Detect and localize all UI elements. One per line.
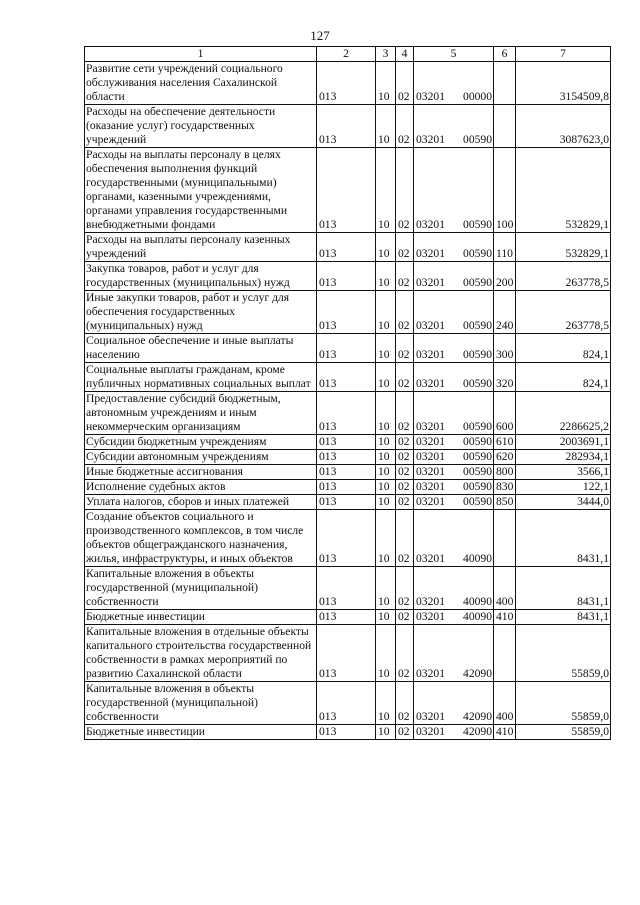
target-article-cell — [414, 567, 494, 610]
target-article-code — [416, 435, 492, 449]
target-article-program: 03201 — [416, 710, 445, 723]
section-code-cell: 10 — [376, 682, 396, 725]
item-name-cell: Субсидии бюджетным учреждениям — [85, 435, 317, 450]
expense-type-cell: 600 — [494, 392, 516, 435]
expense-type-cell: 320 — [494, 363, 516, 392]
target-article-code — [416, 552, 492, 566]
table-body — [85, 62, 611, 740]
expense-type-cell: 610 — [494, 435, 516, 450]
table-row — [85, 392, 611, 435]
target-article-cell — [414, 725, 494, 740]
subsection-code-cell: 02 — [396, 625, 414, 682]
ministry-code-cell: 013 — [317, 392, 376, 435]
ministry-code-cell: 013 — [317, 465, 376, 480]
table-row — [85, 291, 611, 334]
target-article-code — [416, 319, 492, 333]
item-name-cell: Уплата налогов, сборов и иных платежей — [85, 495, 317, 510]
target-article-program: 03201 — [416, 595, 445, 608]
target-article-code — [416, 90, 492, 104]
table-row — [85, 450, 611, 465]
target-article-code — [416, 247, 492, 261]
section-code-cell: 10 — [376, 105, 396, 148]
target-article-program: 03201 — [416, 435, 445, 448]
subsection-code-cell: 02 — [396, 450, 414, 465]
expense-type-cell: 100 — [494, 148, 516, 233]
ministry-code-cell: 013 — [317, 510, 376, 567]
target-article-code — [416, 610, 492, 624]
ministry-code-cell: 013 — [317, 725, 376, 740]
target-article-program: 03201 — [416, 667, 445, 680]
ministry-code-cell: 013 — [317, 291, 376, 334]
table-row — [85, 363, 611, 392]
target-article-cell — [414, 291, 494, 334]
target-article-direction: 00590 — [463, 218, 492, 231]
section-code-cell: 10 — [376, 495, 396, 510]
table-row — [85, 567, 611, 610]
item-name-cell: Расходы на выплаты персоналу в целях обеспечения выполнения функций государственными (муниципальными) органами, казенными учреждениями, органами управления государственными внебюджетными фондами — [85, 148, 317, 233]
target-article-direction: 00000 — [463, 90, 492, 103]
target-article-program: 03201 — [416, 218, 445, 231]
subsection-code-cell: 02 — [396, 291, 414, 334]
ministry-code-cell: 013 — [317, 363, 376, 392]
table-row — [85, 334, 611, 363]
section-code-cell: 10 — [376, 435, 396, 450]
subsection-code-cell: 02 — [396, 233, 414, 262]
ministry-code-cell: 013 — [317, 148, 376, 233]
ministry-code-cell: 013 — [317, 233, 376, 262]
target-article-code — [416, 450, 492, 464]
target-article-code — [416, 420, 492, 434]
item-name-cell: Капитальные вложения в объекты государственной (муниципальной) собственности — [85, 682, 317, 725]
table-row — [85, 105, 611, 148]
table-row — [85, 682, 611, 725]
target-article-direction: 00590 — [463, 495, 492, 508]
target-article-direction: 00590 — [463, 480, 492, 493]
expense-type-cell: 850 — [494, 495, 516, 510]
item-name-cell: Бюджетные инвестиции — [85, 610, 317, 625]
target-article-code — [416, 667, 492, 681]
target-article-cell — [414, 625, 494, 682]
target-article-code — [416, 480, 492, 494]
target-article-cell — [414, 450, 494, 465]
item-name-cell: Развитие сети учреждений социального обслуживания населения Сахалинской области — [85, 62, 317, 105]
subsection-code-cell: 02 — [396, 62, 414, 105]
subsection-code-cell: 02 — [396, 363, 414, 392]
item-name-cell: Создание объектов социального и производственного комплексов, в том числе объектов общегражданского назначения, жилья, инфраструктуры, и иных объектов — [85, 510, 317, 567]
target-article-cell — [414, 465, 494, 480]
item-name-cell: Расходы на обеспечение деятельности (оказание услуг) государственных учреждений — [85, 105, 317, 148]
subsection-code-cell: 02 — [396, 105, 414, 148]
subsection-code-cell: 02 — [396, 262, 414, 291]
target-article-cell — [414, 510, 494, 567]
subsection-code-cell: 02 — [396, 480, 414, 495]
target-article-direction: 00590 — [463, 377, 492, 390]
section-code-cell: 10 — [376, 510, 396, 567]
item-name-cell: Бюджетные инвестиции — [85, 725, 317, 740]
target-article-direction: 00590 — [463, 420, 492, 433]
target-article-code — [416, 595, 492, 609]
table-row — [85, 610, 611, 625]
target-article-direction: 00590 — [463, 435, 492, 448]
target-article-code — [416, 377, 492, 391]
expense-type-cell: 400 — [494, 567, 516, 610]
section-code-cell: 10 — [376, 334, 396, 363]
header-cell-1: 1 — [85, 47, 317, 62]
target-article-direction: 00590 — [463, 276, 492, 289]
subsection-code-cell: 02 — [396, 725, 414, 740]
target-article-direction: 42090 — [463, 725, 492, 738]
amount-cell: 532829,1 — [516, 148, 611, 233]
section-code-cell: 10 — [376, 480, 396, 495]
target-article-cell — [414, 682, 494, 725]
amount-cell: 2003691,1 — [516, 435, 611, 450]
target-article-program: 03201 — [416, 377, 445, 390]
expense-type-cell — [494, 510, 516, 567]
expense-type-cell: 620 — [494, 450, 516, 465]
target-article-code — [416, 710, 492, 724]
amount-cell: 3566,1 — [516, 465, 611, 480]
table-row — [85, 725, 611, 740]
ministry-code-cell: 013 — [317, 567, 376, 610]
expense-type-cell — [494, 625, 516, 682]
subsection-code-cell: 02 — [396, 392, 414, 435]
table-row — [85, 62, 611, 105]
item-name-cell: Иные бюджетные ассигнования — [85, 465, 317, 480]
expense-type-cell: 110 — [494, 233, 516, 262]
amount-cell: 55859,0 — [516, 625, 611, 682]
amount-cell: 55859,0 — [516, 725, 611, 740]
amount-cell: 532829,1 — [516, 233, 611, 262]
target-article-cell — [414, 435, 494, 450]
target-article-cell — [414, 262, 494, 291]
expense-type-cell — [494, 105, 516, 148]
subsection-code-cell: 02 — [396, 610, 414, 625]
amount-cell: 8431,1 — [516, 567, 611, 610]
target-article-cell — [414, 334, 494, 363]
expense-type-cell: 200 — [494, 262, 516, 291]
expense-type-cell: 830 — [494, 480, 516, 495]
budget-table — [84, 46, 611, 740]
item-name-cell: Социальные выплаты гражданам, кроме публичных нормативных социальных выплат — [85, 363, 317, 392]
target-article-code — [416, 725, 492, 739]
header-cell-5: 5 — [414, 47, 494, 62]
target-article-program: 03201 — [416, 420, 445, 433]
target-article-program: 03201 — [416, 276, 445, 289]
item-name-cell: Закупка товаров, работ и услуг для государственных (муниципальных) нужд — [85, 262, 317, 291]
ministry-code-cell: 013 — [317, 625, 376, 682]
section-code-cell: 10 — [376, 233, 396, 262]
target-article-direction: 00590 — [463, 133, 492, 146]
expense-type-cell: 410 — [494, 610, 516, 625]
target-article-program: 03201 — [416, 465, 445, 478]
target-article-direction: 42090 — [463, 667, 492, 680]
section-code-cell: 10 — [376, 148, 396, 233]
header-cell-7: 7 — [516, 47, 611, 62]
expense-type-cell: 240 — [494, 291, 516, 334]
subsection-code-cell: 02 — [396, 435, 414, 450]
table-row — [85, 625, 611, 682]
item-name-cell: Исполнение судебных актов — [85, 480, 317, 495]
target-article-program: 03201 — [416, 90, 445, 103]
target-article-direction: 00590 — [463, 319, 492, 332]
section-code-cell: 10 — [376, 62, 396, 105]
target-article-cell — [414, 62, 494, 105]
header-cell-4: 4 — [396, 47, 414, 62]
item-name-cell: Предоставление субсидий бюджетным, автономным учреждениям и иным некоммерческим организациям — [85, 392, 317, 435]
target-article-direction: 40090 — [463, 610, 492, 623]
subsection-code-cell: 02 — [396, 495, 414, 510]
header-cell-2: 2 — [317, 47, 376, 62]
target-article-code — [416, 465, 492, 479]
target-article-program: 03201 — [416, 247, 445, 260]
section-code-cell: 10 — [376, 725, 396, 740]
page-number: 127 — [310, 28, 330, 43]
target-article-program: 03201 — [416, 610, 445, 623]
amount-cell: 55859,0 — [516, 682, 611, 725]
target-article-program: 03201 — [416, 495, 445, 508]
item-name-cell: Субсидии автономным учреждениям — [85, 450, 317, 465]
amount-cell: 8431,1 — [516, 510, 611, 567]
section-code-cell: 10 — [376, 262, 396, 291]
amount-cell: 263778,5 — [516, 262, 611, 291]
ministry-code-cell: 013 — [317, 334, 376, 363]
header-cell-3: 3 — [376, 47, 396, 62]
amount-cell: 8431,1 — [516, 610, 611, 625]
amount-cell: 824,1 — [516, 363, 611, 392]
expense-type-cell — [494, 62, 516, 105]
target-article-direction: 40090 — [463, 552, 492, 565]
target-article-cell — [414, 105, 494, 148]
target-article-direction: 40090 — [463, 595, 492, 608]
table-row — [85, 495, 611, 510]
section-code-cell: 10 — [376, 392, 396, 435]
target-article-cell — [414, 610, 494, 625]
target-article-code — [416, 495, 492, 509]
item-name-cell: Капитальные вложения в отдельные объекты капитального строительства государственной собственности в рамках мероприятий по развитию Сахалинской области — [85, 625, 317, 682]
target-article-program: 03201 — [416, 348, 445, 361]
target-article-code — [416, 218, 492, 232]
section-code-cell: 10 — [376, 465, 396, 480]
item-name-cell: Иные закупки товаров, работ и услуг для обеспечения государственных (муниципальных) нужд — [85, 291, 317, 334]
target-article-direction: 42090 — [463, 710, 492, 723]
subsection-code-cell: 02 — [396, 682, 414, 725]
target-article-cell — [414, 148, 494, 233]
ministry-code-cell: 013 — [317, 480, 376, 495]
table-row — [85, 148, 611, 233]
amount-cell: 122,1 — [516, 480, 611, 495]
amount-cell: 3444,0 — [516, 495, 611, 510]
target-article-code — [416, 348, 492, 362]
item-name-cell: Расходы на выплаты персоналу казенных учреждений — [85, 233, 317, 262]
table-row — [85, 262, 611, 291]
item-name-cell: Капитальные вложения в объекты государственной (муниципальной) собственности — [85, 567, 317, 610]
amount-cell: 3154509,8 — [516, 62, 611, 105]
expense-type-cell: 800 — [494, 465, 516, 480]
expense-type-cell: 410 — [494, 725, 516, 740]
section-code-cell: 10 — [376, 291, 396, 334]
header-cell-6: 6 — [494, 47, 516, 62]
target-article-direction: 00590 — [463, 450, 492, 463]
subsection-code-cell: 02 — [396, 465, 414, 480]
target-article-code — [416, 133, 492, 147]
amount-cell: 824,1 — [516, 334, 611, 363]
target-article-program: 03201 — [416, 725, 445, 738]
ministry-code-cell: 013 — [317, 610, 376, 625]
target-article-direction: 00590 — [463, 247, 492, 260]
section-code-cell: 10 — [376, 450, 396, 465]
section-code-cell: 10 — [376, 363, 396, 392]
ministry-code-cell: 013 — [317, 105, 376, 148]
ministry-code-cell: 013 — [317, 62, 376, 105]
section-code-cell: 10 — [376, 625, 396, 682]
target-article-code — [416, 276, 492, 290]
ministry-code-cell: 013 — [317, 262, 376, 291]
ministry-code-cell: 013 — [317, 435, 376, 450]
amount-cell: 263778,5 — [516, 291, 611, 334]
expense-type-cell: 400 — [494, 682, 516, 725]
subsection-code-cell: 02 — [396, 148, 414, 233]
target-article-cell — [414, 480, 494, 495]
target-article-cell — [414, 363, 494, 392]
table-row — [85, 435, 611, 450]
table-row — [85, 233, 611, 262]
expense-type-cell: 300 — [494, 334, 516, 363]
target-article-direction: 00590 — [463, 348, 492, 361]
table-row — [85, 480, 611, 495]
target-article-program: 03201 — [416, 450, 445, 463]
header-row — [85, 47, 611, 62]
table-row — [85, 510, 611, 567]
section-code-cell: 10 — [376, 610, 396, 625]
ministry-code-cell: 013 — [317, 495, 376, 510]
amount-cell: 2286625,2 — [516, 392, 611, 435]
target-article-direction: 00590 — [463, 465, 492, 478]
table-row — [85, 465, 611, 480]
ministry-code-cell: 013 — [317, 682, 376, 725]
target-article-cell — [414, 392, 494, 435]
subsection-code-cell: 02 — [396, 334, 414, 363]
target-article-cell — [414, 495, 494, 510]
subsection-code-cell: 02 — [396, 510, 414, 567]
amount-cell: 282934,1 — [516, 450, 611, 465]
target-article-program: 03201 — [416, 552, 445, 565]
ministry-code-cell: 013 — [317, 450, 376, 465]
target-article-program: 03201 — [416, 133, 445, 146]
subsection-code-cell: 02 — [396, 567, 414, 610]
target-article-cell — [414, 233, 494, 262]
section-code-cell: 10 — [376, 567, 396, 610]
item-name-cell: Социальное обеспечение и иные выплаты населению — [85, 334, 317, 363]
target-article-program: 03201 — [416, 480, 445, 493]
amount-cell: 3087623,0 — [516, 105, 611, 148]
target-article-program: 03201 — [416, 319, 445, 332]
